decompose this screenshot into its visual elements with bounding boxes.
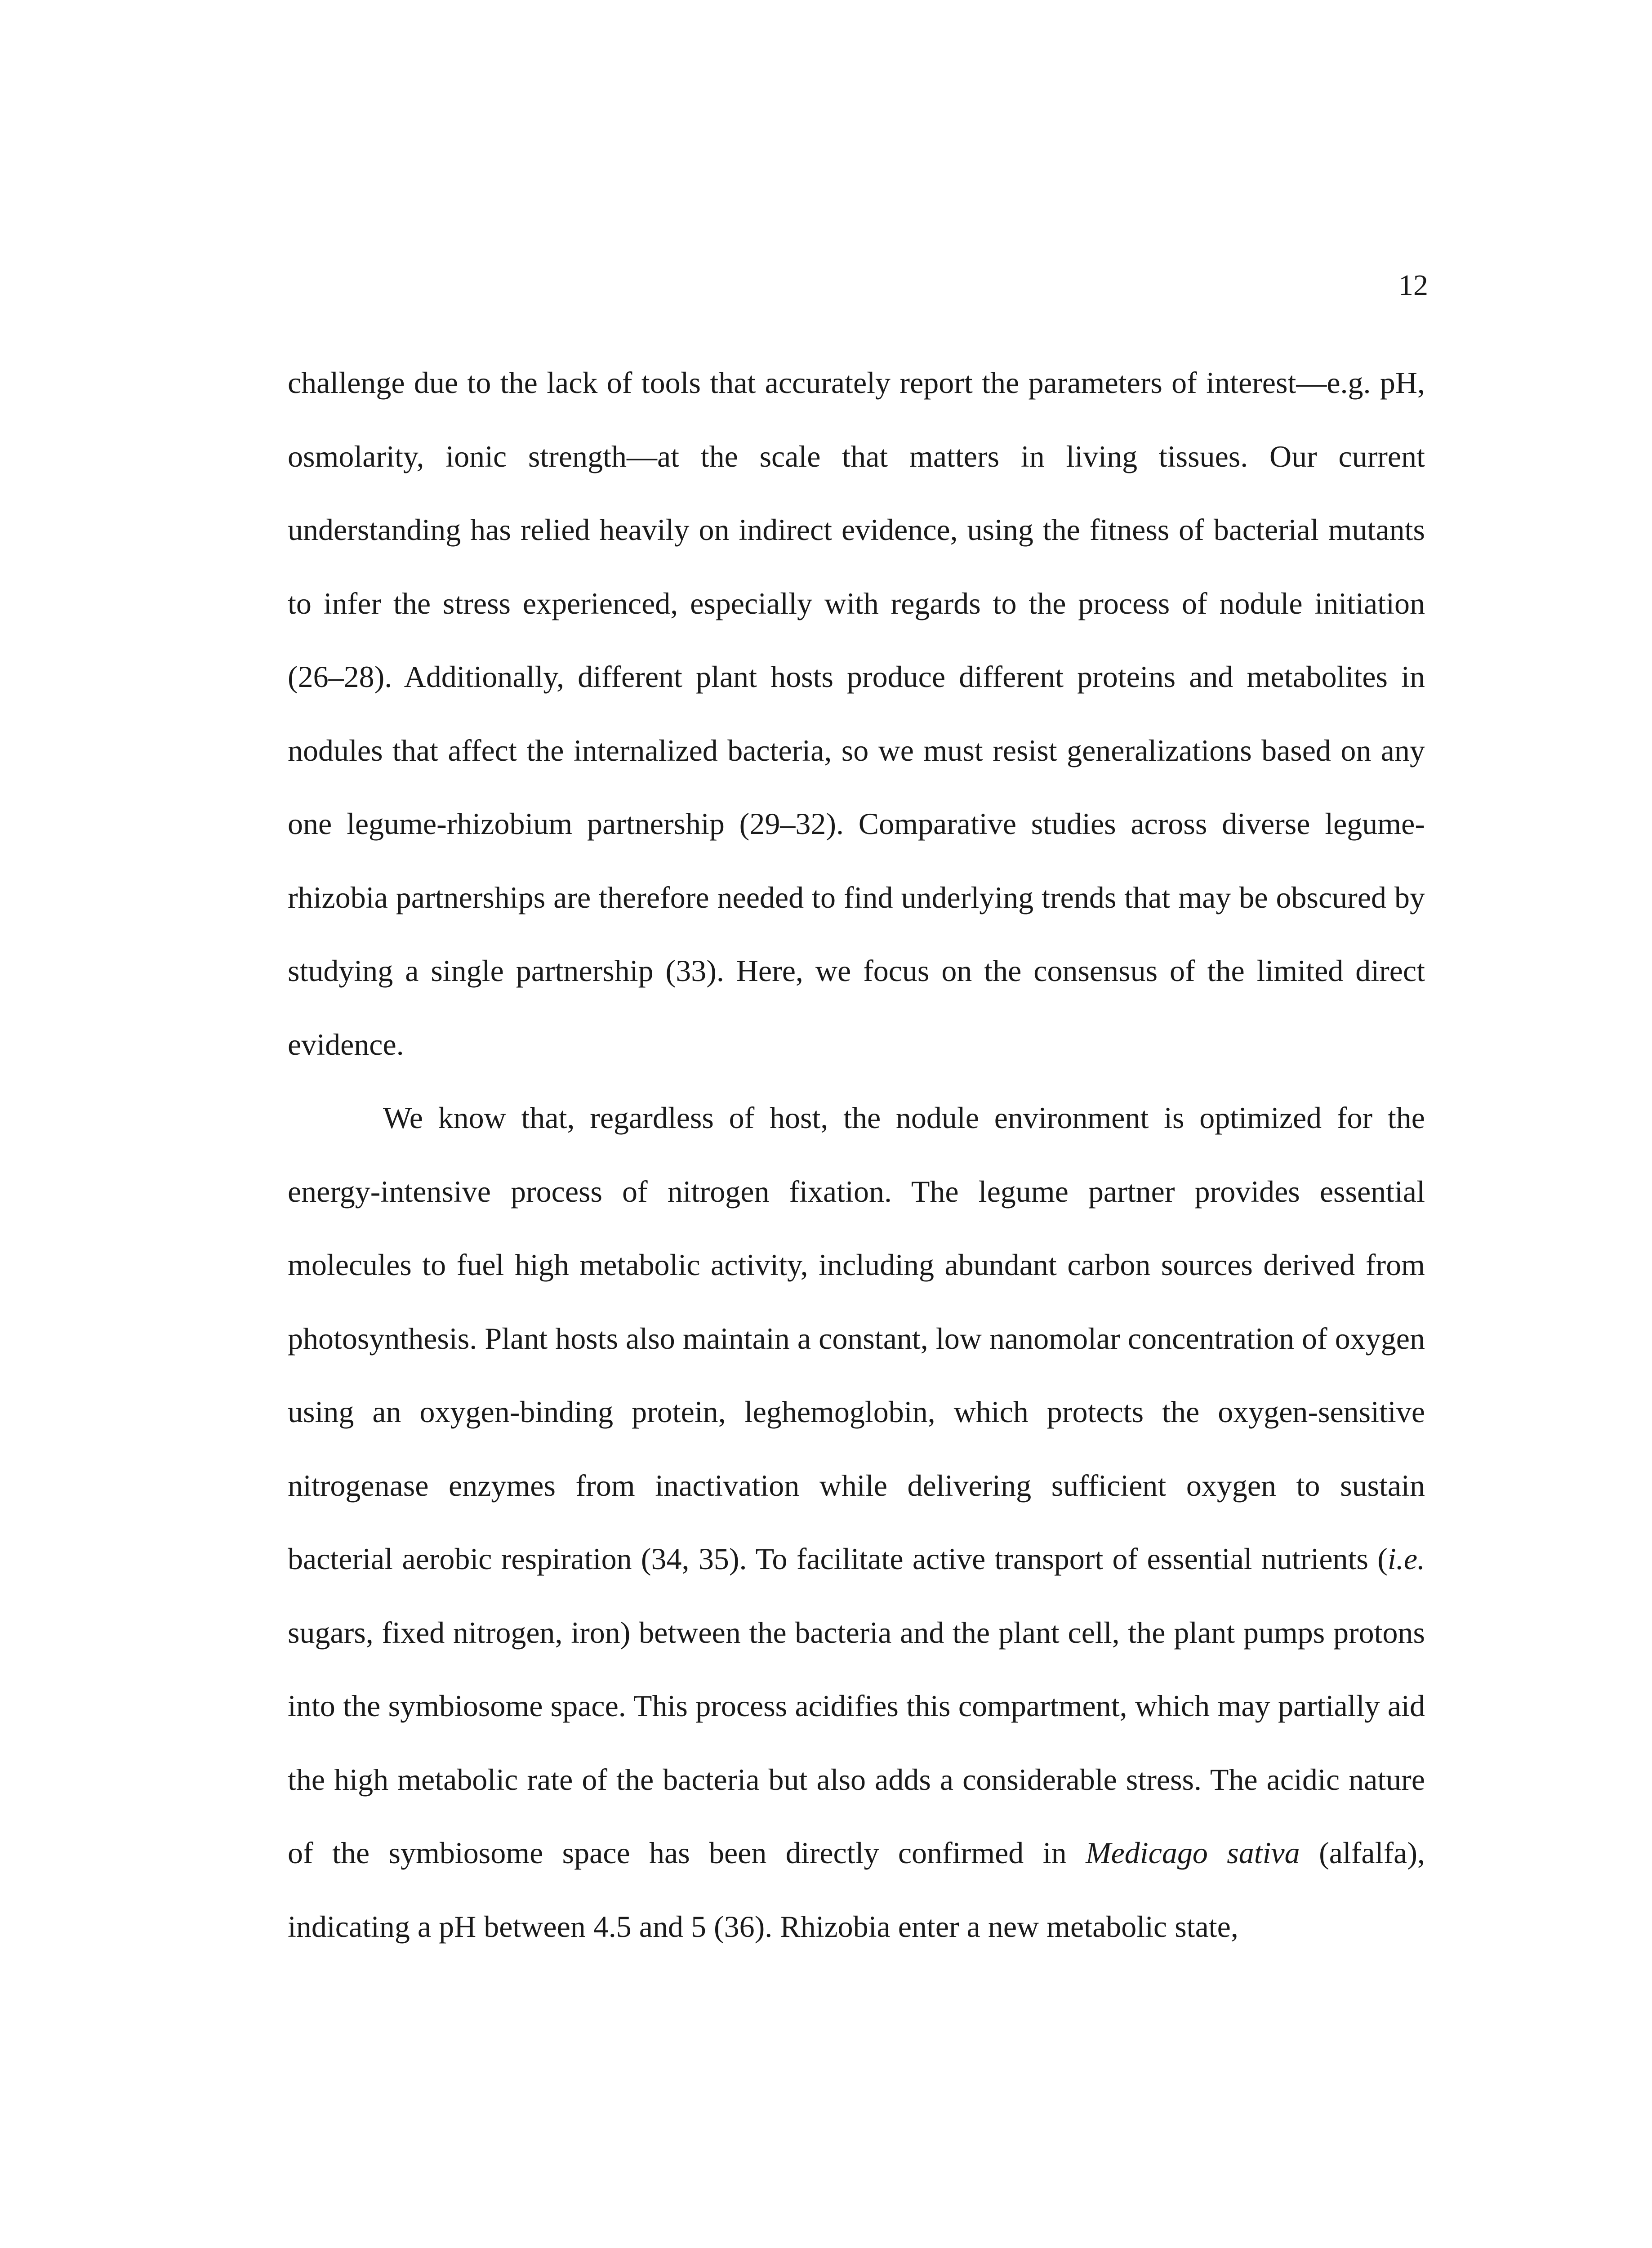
paragraph [288, 1081, 1425, 1963]
paragraph-text: challenge due to the lack of tools that accurately report the parameters of interest—e.g. pH, osmolarity, ionic strength—at the scale that matters in living tissues. Our current understanding has relied heavily on indirect evidence, using the fitness of bacterial mutants to infer the stress experienced, especially with regards to the process of nodule initiation (26–28). Additionally, different plant hosts produce different proteins and metabolites in nodules that affect the internalized bacteria, so we must resist generalizations based on any one legume-rhizobium partnership (29–32). Comparative studies across diverse legume-rhizobia partnerships are therefore needed to find underlying trends that may be obscured by studying a single partnership (33). Here, we focus on the consensus of the limited direct evidence. [288, 366, 1425, 1062]
paragraph-text: (alfalfa), indicating a pH between 4.5 and 5 (36). Rhizobia enter a new metabolic state, [288, 1836, 1425, 1944]
body-text [288, 346, 1425, 1963]
italic-text: Medicago sativa [1085, 1836, 1300, 1870]
paragraph-text: sugars, fixed nitrogen, iron) between the bacteria and the plant cell, the plant pumps protons into the symbiosome space. This process acidifies this compartment, which may partially aid the high metabolic rate of the bacteria but also adds a considerable stress. The acidic nature of the symbiosome space has been directly confirmed in [288, 1615, 1425, 1870]
italic-text: i.e. [1387, 1542, 1425, 1576]
page-number: 12 [1398, 269, 1428, 302]
paragraph-text: We know that, regardless of host, the nodule environment is optimized for the energy-intensive process of nitrogen fixation. The legume partner provides essential molecules to fuel high metabolic activity, including abundant carbon sources derived from photosynthesis. Plant hosts also maintain a constant, low nanomolar concentration of oxygen using an oxygen-binding protein, leghemoglobin, which protects the oxygen-sensitive nitrogenase enzymes from inactivation while delivering sufficient oxygen to sustain bacterial aerobic respiration (34, 35). To facilitate active transport of essential nutrients ( [288, 1101, 1425, 1576]
paragraph [288, 346, 1425, 1081]
